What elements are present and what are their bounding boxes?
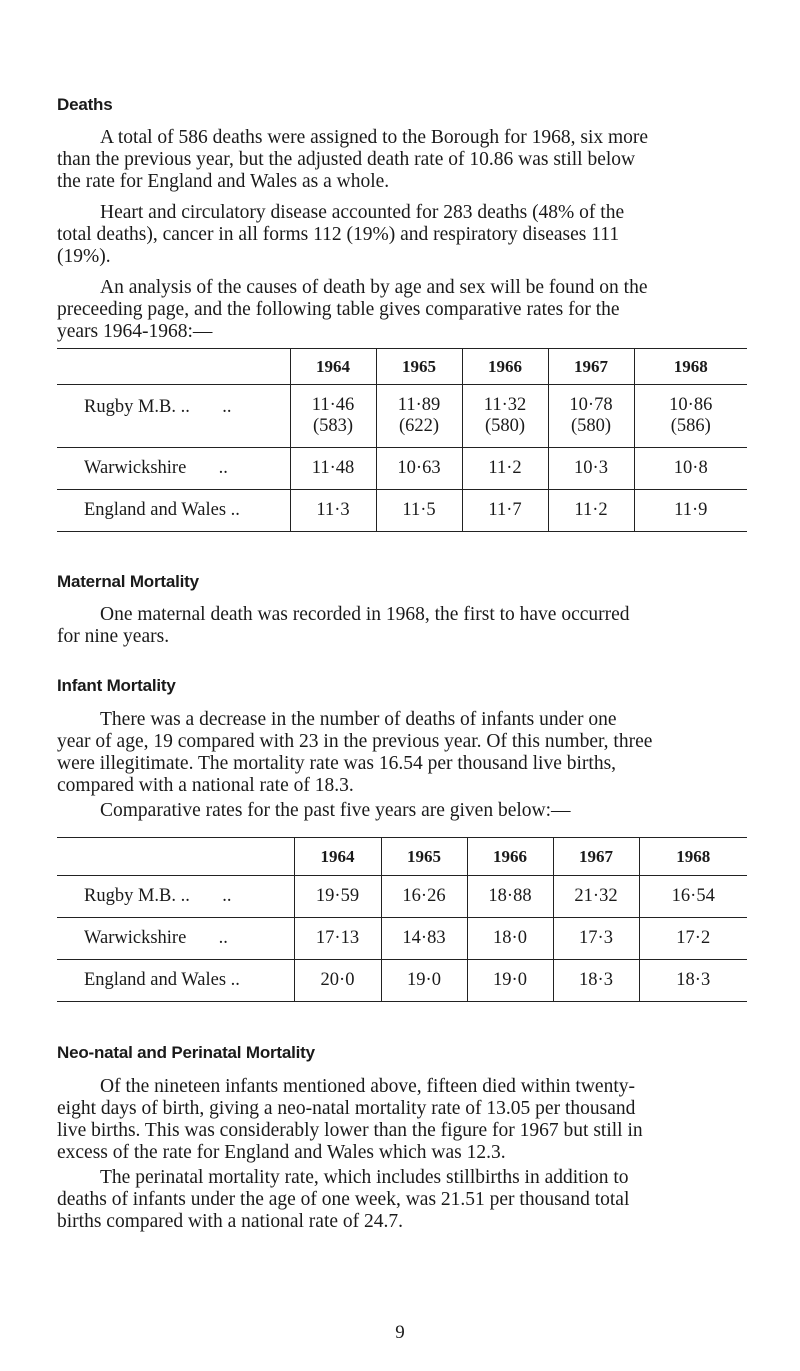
header-blank — [57, 349, 290, 385]
table-cell — [290, 385, 376, 448]
table-row — [57, 918, 747, 960]
infant-rates-table — [57, 837, 747, 1002]
maternal-mortality-heading: Maternal Mortality — [57, 572, 199, 591]
table-cell — [634, 385, 747, 448]
table-cell: 10·63 — [376, 448, 462, 490]
rate-value: 11·89 — [397, 395, 441, 415]
table-cell: 11·9 — [634, 490, 747, 532]
table-cell: 16·54 — [639, 876, 747, 918]
deaths-count: (580) — [570, 416, 612, 436]
table-cell: 17·2 — [639, 918, 747, 960]
table-header-row — [57, 838, 747, 876]
table-cell: 17·13 — [294, 918, 381, 960]
page-number: 9 — [395, 1322, 405, 1343]
column-header: 1967 — [548, 349, 634, 385]
table-cell: 11·7 — [462, 490, 548, 532]
deaths-count: (580) — [484, 416, 526, 436]
table-cell: 19·59 — [294, 876, 381, 918]
table-cell: 16·26 — [381, 876, 467, 918]
row-label: Warwickshire .. — [57, 448, 290, 490]
table-cell: 14·83 — [381, 918, 467, 960]
rate-value: 10·78 — [569, 395, 613, 415]
table-cell: 17·3 — [553, 918, 639, 960]
table-cell: 11·3 — [290, 490, 376, 532]
table-cell — [548, 385, 634, 448]
column-header: 1964 — [290, 349, 376, 385]
maternal-paragraph-1: One maternal death was recorded in 1968, the first to have occurred for nine years. — [57, 604, 630, 647]
infant-paragraph-2: Comparative rates for the past five years are given below:— — [100, 800, 571, 821]
death-rates-table — [57, 348, 747, 532]
table-cell: 18·0 — [467, 918, 553, 960]
table-cell: 18·3 — [553, 960, 639, 1002]
table-cell: 10·3 — [548, 448, 634, 490]
infant-paragraph-1: There was a decrease in the number of deaths of infants under one year of age, 19 compared with 23 in the previous year. Of this number, three were illegitimate. The mortality rate was 16.54 per thousand live births, compared with a national rate of 18.3. — [57, 709, 653, 796]
neonatal-mortality-heading: Neo-natal and Perinatal Mortality — [57, 1043, 315, 1062]
rate-value: 10·86 — [669, 395, 713, 415]
table-cell: 11·48 — [290, 448, 376, 490]
deaths-count: (586) — [670, 416, 711, 436]
table-row — [57, 876, 747, 918]
column-header: 1965 — [376, 349, 462, 385]
column-header: 1964 — [294, 838, 381, 876]
row-label: England and Wales .. — [57, 490, 290, 532]
table-cell — [376, 385, 462, 448]
deaths-count: (583) — [312, 416, 354, 436]
table-cell: 11·2 — [548, 490, 634, 532]
table-header-row — [57, 349, 747, 385]
column-header: 1965 — [381, 838, 467, 876]
deaths-paragraph-1: A total of 586 deaths were assigned to the Borough for 1968, six more than the previous year, but the adjusted death rate of 10.86 was still below the rate for England and Wales as a whole. — [57, 127, 649, 192]
column-header: 1966 — [467, 838, 553, 876]
row-label: Warwickshire .. — [57, 918, 294, 960]
column-header: 1968 — [639, 838, 747, 876]
table-cell: 19·0 — [381, 960, 467, 1002]
row-label: Rugby M.B. .. .. — [57, 876, 294, 918]
table-row — [57, 385, 747, 448]
column-header: 1968 — [634, 349, 747, 385]
column-header: 1966 — [462, 349, 548, 385]
neonatal-paragraph-2: The perinatal mortality rate, which includes stillbirths in addition to deaths of infants under the age of one week, was 21.51 per thousand total births compared with a national rate of 24.7. — [57, 1167, 630, 1232]
table-cell: 18·88 — [467, 876, 553, 918]
table-cell: 10·8 — [634, 448, 747, 490]
rate-value: 11·46 — [311, 395, 355, 415]
deaths-paragraph-2: Heart and circulatory disease accounted for 283 deaths (48% of the total deaths), cancer in all forms 112 (19%) and respiratory diseases 111 (19%). — [57, 202, 625, 267]
table-cell — [462, 385, 548, 448]
row-label: England and Wales .. — [57, 960, 294, 1002]
header-blank — [57, 838, 294, 876]
table-cell: 11·2 — [462, 448, 548, 490]
deaths-count: (622) — [398, 416, 440, 436]
table-cell: 21·32 — [553, 876, 639, 918]
deaths-heading: Deaths — [57, 95, 113, 114]
deaths-paragraph-3: An analysis of the causes of death by age and sex will be found on the preceeding page, and the following table gives comparative rates for the years 1964-1968:— — [57, 277, 648, 342]
column-header: 1967 — [553, 838, 639, 876]
rate-value: 11·32 — [483, 395, 527, 415]
row-label: Rugby M.B. .. .. — [57, 385, 290, 448]
neonatal-paragraph-1: Of the nineteen infants mentioned above, fifteen died within twenty- eight days of birth, giving a neo-natal mortality rate of 13.05 per thousand live births. This was considerably lower than the figure for 1967 but still in excess of the rate for England and Wales which was 12.3. — [57, 1076, 643, 1163]
table-cell: 19·0 — [467, 960, 553, 1002]
table-row — [57, 490, 747, 532]
table-cell: 20·0 — [294, 960, 381, 1002]
infant-mortality-heading: Infant Mortality — [57, 676, 176, 695]
table-cell: 18·3 — [639, 960, 747, 1002]
table-row — [57, 448, 747, 490]
table-row — [57, 960, 747, 1002]
table-cell: 11·5 — [376, 490, 462, 532]
